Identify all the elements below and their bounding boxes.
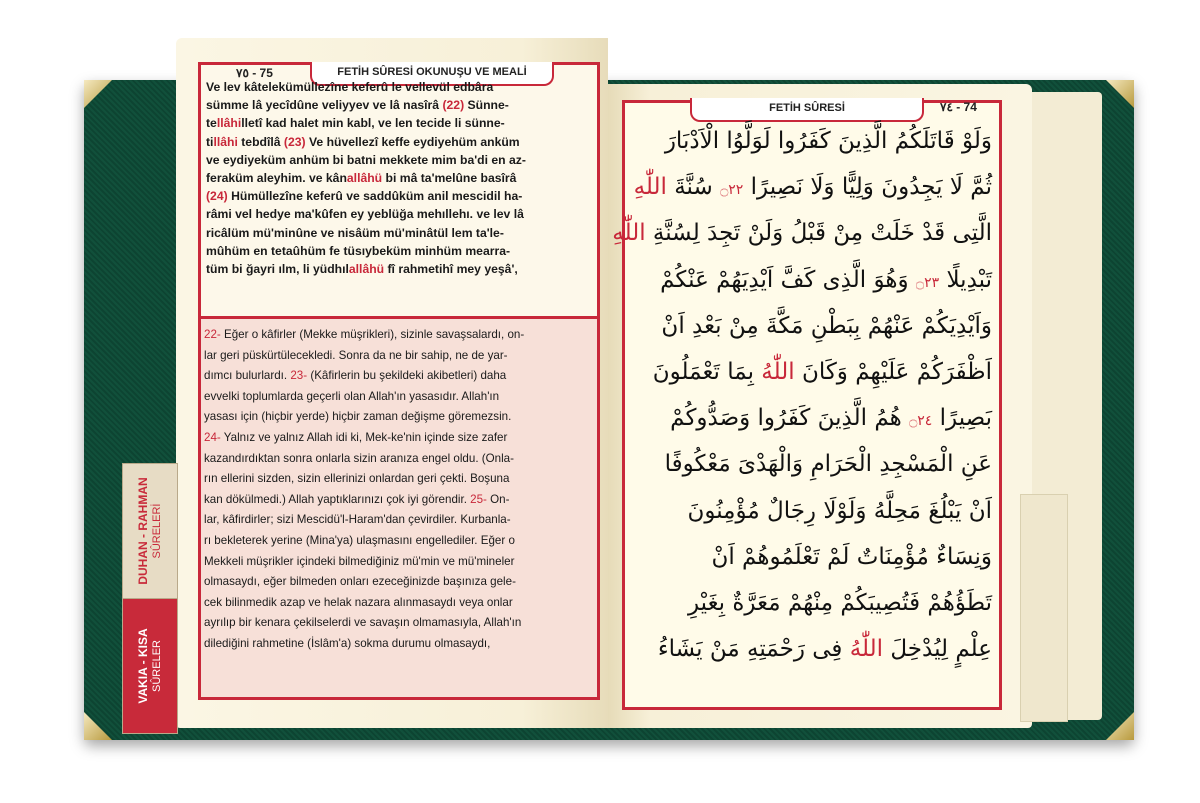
text-segment: تَبْدِيلًا (939, 266, 992, 293)
text-segment: سُنَّةَ (666, 174, 721, 201)
highlighted-text: (22) (442, 98, 465, 113)
highlighted-text: 22- (204, 328, 221, 341)
transliteration-line (206, 242, 588, 260)
meaning-line (204, 428, 590, 449)
side-tab-subtitle: SÛRELERİ (151, 503, 163, 559)
text-segment: rın ellerini sizden, sizin ellerinizi onlardan geri çekti. Boşuna (204, 472, 510, 486)
text-segment: وَنِسَاءٌ مُؤْمِنَاتٌ لَمْ تَعْلَمُوهُمْ اَنْ (711, 543, 992, 570)
text-segment: اَنْ يَبْلُغَ مَحِلَّهُ وَلَوْلَا رِجَالٌ مُؤْمِنُونَ (687, 497, 992, 524)
text-segment: Sünne- (464, 98, 509, 113)
highlighted-text: (24) (206, 189, 228, 204)
text-segment: وَهُوَ الَّذِى كَفَّ اَيْدِيَهُمْ عَنْكُمْ (660, 266, 916, 293)
side-tab-label (136, 628, 164, 703)
arabic-line (628, 164, 992, 210)
index-tab-sheet (1020, 494, 1068, 722)
meaning-line (204, 325, 590, 346)
text-segment: Yalnız ve yalnız Allah idi ki, Mek-ke'nin içinde size zafer (220, 430, 508, 444)
arabic-line (628, 395, 992, 441)
text-segment: dımcı bulurlardı. (204, 369, 291, 383)
meaning-line (204, 613, 590, 634)
verse-number: ۝٢٣ (915, 274, 940, 291)
side-tab-title: VAKIA - KISA (136, 628, 150, 704)
highlighted-text: allâhü (348, 262, 385, 277)
text-segment: Ve lev kâtelekümüllezîne keferû le vellevül edbâra (206, 80, 494, 94)
meaning-line (204, 490, 590, 511)
highlighted-text: اللّٰهِ (612, 220, 646, 247)
meaning-line (204, 552, 590, 573)
meaning-line (204, 572, 590, 593)
highlighted-text: allâhü (346, 171, 383, 186)
transliteration-text (206, 78, 588, 278)
verse-number: ۝٢٢ (720, 182, 744, 199)
text-segment: yasası için (hiçbir yerde) hiçbir zaman değişme göremezsin. (204, 410, 512, 424)
text-segment: dilediğini rahmetine (İslâm'a) sokma durumu olmasaydı, (204, 636, 491, 650)
meaning-line (204, 593, 590, 614)
text-segment: (Kâfirlerin bu şekildeki akibetleri) daha (307, 369, 507, 383)
transliteration-line (206, 78, 588, 96)
text-segment: Eğer o kâfirler (Mekke müşrikleri), sizinle savaşsalardı, on- (220, 328, 525, 341)
highlighted-text: (23) (283, 134, 306, 149)
text-segment: اَظْفَرَكُمْ عَلَيْهِمْ وَكَانَ (794, 358, 992, 385)
left-page-header: FETİH SÛRESİ OKUNUŞU VE MEALİ (310, 62, 554, 86)
text-segment: tüm bi ğayri ılm, li yüdhıl (206, 262, 349, 277)
meaning-line (204, 449, 590, 470)
text-segment: sümme lâ yecîdûne veliyyev ve lâ nasîrâ (206, 98, 443, 113)
meaning-line (204, 531, 590, 552)
side-tab-vakia-kisa[interactable] (122, 598, 178, 734)
text-segment: ثُمَّ لَا يَجِدُونَ وَلِيًّا وَلَا نَصِيرًا (743, 174, 992, 201)
transliteration-line (206, 133, 588, 151)
transliteration-line (206, 114, 588, 132)
text-segment: tebdîlâ (237, 134, 284, 149)
text-segment: عَنِ الْمَسْجِدِ الْحَرَامِ وَالْهَدْىَ مَعْكُوفًا (664, 451, 992, 478)
right-page-number: ٧٤ - 74 (940, 100, 977, 114)
meaning-line (204, 346, 590, 367)
highlighted-text: اللّٰهُ (849, 636, 884, 663)
text-segment: وَاَيْدِيَكُمْ عَنْهُمْ بِبَطْنِ مَكَّةَ مِنْ بَعْدِ اَنْ (661, 312, 992, 339)
text-segment: cek bilinmedik azap ve helak nazara alınmasaydı veya onlar (204, 595, 513, 609)
text-segment: te (206, 116, 217, 131)
highlighted-text: 24- (204, 430, 221, 444)
text-segment: ricâlüm mü'minûne ve nisâüm mü'minâtül lem ta'le- (206, 225, 504, 240)
transliteration-line (206, 169, 588, 187)
text-segment: rı bekleterek yerine (Mina'ya) ulaşmasını engellediler. Eğer o (204, 533, 515, 547)
text-segment: fî rahmetihî mey yeşâ', (384, 262, 518, 277)
arabic-line (612, 210, 992, 256)
text-segment: وَلَوْ قَاتَلَكُمُ الَّذِينَ كَفَرُوا لَوَلَّوُا الْاَدْبَارَ (664, 128, 992, 154)
text-segment: ti (206, 134, 214, 149)
transliteration-line (206, 205, 588, 223)
right-page-header: FETİH SÛRESİ (690, 98, 924, 122)
arabic-line (628, 534, 992, 580)
meaning-line (204, 469, 590, 490)
text-segment: هُمُ الَّذِينَ كَفَرُوا وَصَدُّوكُمْ (670, 405, 910, 432)
highlighted-text: 25- (470, 492, 487, 506)
meaning-line (204, 366, 590, 387)
text-segment: فِى رَحْمَتِهِ مَنْ يَشَاءُ (657, 636, 850, 663)
text-segment: بِمَا تَعْمَلُونَ (652, 358, 762, 385)
transliteration-line (206, 96, 588, 114)
arabic-line (628, 441, 992, 487)
text-segment: evvelki toplumlarda geçerli olan Allah'ın yasasıdır. Allah'ın (204, 389, 500, 403)
highlighted-text: اللّٰهُ (761, 358, 795, 385)
verse-number: ۝٢٤ (909, 413, 933, 430)
text-segment: ve eydiyeküm anhüm bi batni mekkete mim ba'di en az- (206, 152, 526, 167)
highlighted-text: اللّٰهِ (633, 174, 667, 201)
text-segment: ayrılıp bir kenara çekilselerdi ve savaşın olmamasıyla, Allah'ın (204, 616, 522, 630)
arabic-line (628, 349, 992, 395)
text-segment: bi mâ ta'melûne basîrâ (382, 171, 517, 186)
arabic-line (628, 257, 992, 303)
transliteration-line (206, 187, 588, 205)
text-segment: lar, kâfirdirler; sizi Mescidü'l-Haram'dan çevirdiler. Kurbanla- (204, 513, 511, 527)
arabic-line (628, 118, 992, 164)
side-tab-label (136, 477, 164, 584)
meaning-text (204, 325, 590, 655)
meaning-line (204, 407, 590, 428)
text-segment: kan dökülmedi.) Allah yaptıklarınızı çok iyi görendir. (204, 492, 471, 506)
text-segment: olmasaydı, eğer bilmeden onları ezeceğinizde başınıza gele- (204, 575, 516, 589)
text-segment: Hümüllezîne keferû ve saddûküm anil mescidil ha- (227, 189, 523, 204)
arabic-text (612, 118, 992, 672)
text-segment: عِلْمٍ لِيُدْخِلَ (883, 636, 992, 663)
meaning-line (204, 387, 590, 408)
arabic-line (628, 303, 992, 349)
text-segment: râmi vel hedye ma'kûfen ey yeblüğa mehıllehı. ve lev lâ (206, 207, 524, 222)
text-segment: الَّتِى قَدْ خَلَتْ مِنْ قَبْلُ وَلَنْ تَجِدَ لِسُنَّةِ (645, 220, 992, 247)
highlighted-text: llâhi (213, 134, 238, 149)
text-segment: Ve hüvellezî keffe eydiyehüm anküm (305, 134, 520, 149)
highlighted-text: 23- (290, 369, 308, 383)
transliteration-line (206, 260, 588, 278)
text-segment: feraküm aleyhim. ve kân (206, 171, 347, 186)
transliteration-line (206, 151, 588, 169)
arabic-line (628, 580, 992, 626)
text-segment: بَصِيرًا (932, 405, 992, 432)
arabic-line (628, 626, 992, 672)
meaning-line (204, 634, 590, 655)
text-segment: Mekkeli müşrikler içindeki bilmediğiniz mü'min ve mü'mineler (204, 554, 515, 568)
left-page-number: ٧٥ - 75 (236, 66, 273, 80)
text-segment: mûhüm en tetaûhüm fe tüsıybeküm minhüm mearra- (206, 243, 511, 258)
text-segment: lar geri püskürtülecekledi. Sonra da ne bir sahip, ne de yar- (204, 348, 508, 362)
meaning-line (204, 510, 590, 531)
text-segment: kazandırdıktan sonra onlarla sizin aranıza engel oldu. (Onla- (204, 451, 514, 465)
text-segment: lletî kad halet min kabl, ve len tecide li sünne- (241, 116, 505, 131)
highlighted-text: llâhi (216, 116, 242, 131)
side-tab-title: DUHAN - RAHMAN (136, 477, 150, 585)
text-segment: تَطَؤُهُمْ فَتُصِيبَكُمْ مِنْهُمْ مَعَرَّةٌ بِغَيْرِ (687, 589, 992, 616)
side-tab-subtitle: SÛRELER (151, 640, 163, 692)
side-tab-duhan-rahman[interactable] (122, 463, 178, 599)
text-segment: On- (486, 492, 510, 506)
transliteration-line (206, 224, 588, 242)
arabic-line (628, 488, 992, 534)
